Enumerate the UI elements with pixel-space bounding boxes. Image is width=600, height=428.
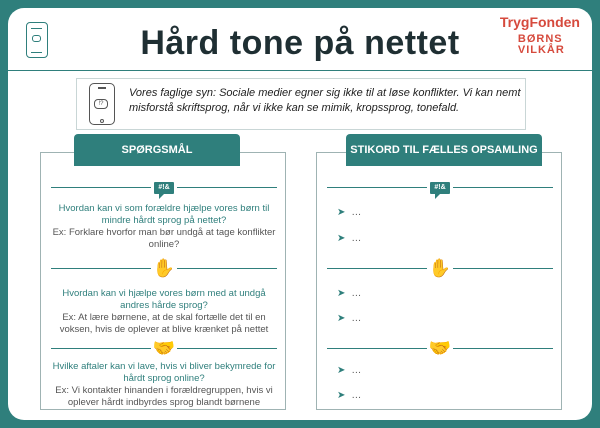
chevron-right-icon: ➤ [337, 233, 346, 244]
angry-speech-icon-box [152, 176, 176, 198]
question-text: Hvordan kan vi hjælpe vores børn med at undgå andres hårde sprog? [62, 288, 266, 311]
section-divider [327, 268, 427, 269]
chevron-right-icon: ➤ [337, 288, 346, 299]
handshake-icon: 🤝 [428, 338, 452, 358]
note-bullet [337, 390, 361, 401]
note-text: … [351, 390, 362, 401]
chevron-right-icon: ➤ [337, 207, 346, 218]
hand-icon-box [428, 257, 452, 279]
section-divider [51, 268, 151, 269]
note-text: … [351, 365, 362, 376]
logo-sub2: VILKÅR [517, 44, 565, 56]
page-title: Hård tone på nettet [140, 24, 460, 62]
section-divider [453, 187, 553, 188]
section-divider [51, 348, 151, 349]
angry-speech-icon: #!& [154, 182, 174, 194]
note-bullet [337, 313, 361, 324]
note-text: … [351, 233, 362, 244]
handshake-icon: 🤝 [152, 338, 176, 358]
question-example: Ex: Vi kontakter hinanden i forældregruppen, hvis vi oplever hårdt indbyrdes sprog blandt børnene [55, 385, 273, 408]
section-divider [453, 348, 553, 349]
handshake-icon-box [428, 337, 452, 359]
logo-brand: TrygFonden [499, 14, 580, 30]
stop-hand-icon: ✋ [428, 258, 452, 278]
intro-box [76, 78, 526, 130]
questions-column [40, 152, 286, 410]
question-block-2 [51, 288, 277, 336]
question-example: Ex: Forklare hvorfor man bør undgå at tage konflikter online? [52, 227, 276, 250]
section-divider [177, 187, 277, 188]
section-divider [177, 268, 277, 269]
questions-header: SPØRGSMÅL [74, 134, 240, 166]
title-divider [8, 70, 592, 71]
note-text: … [351, 207, 362, 218]
notes-header: STIKORD TIL FÆLLES OPSAMLING [346, 134, 542, 166]
chevron-right-icon: ➤ [337, 313, 346, 324]
chevron-right-icon: ➤ [337, 365, 346, 376]
question-block-1 [51, 203, 277, 251]
question-example: Ex: At lære børnene, at de skal fortælle det til en voksen, hvis de oplever at blive krænket på nettet [59, 312, 269, 335]
phone-home-button [100, 119, 104, 123]
question-block-3 [51, 361, 277, 409]
stop-hand-icon: ✋ [152, 258, 176, 278]
worksheet-card [8, 8, 592, 420]
note-bullet [337, 207, 361, 218]
trygfonden-logo [500, 14, 580, 56]
notes-column [316, 152, 562, 410]
section-divider [327, 187, 427, 188]
question-text: Hvordan kan vi som forældre hjælpe vores børn til mindre hårdt sprog på nettet? [58, 203, 270, 226]
angry-speech-icon: #!& [430, 182, 450, 194]
section-divider [327, 348, 427, 349]
section-divider [453, 268, 553, 269]
section-divider [177, 348, 277, 349]
smartphone-icon [89, 83, 115, 125]
note-bullet [337, 365, 361, 376]
question-text: Hvilke aftaler kan vi lave, hvis vi bliver bekymrede for hårdt sprog online? [52, 361, 276, 384]
handshake-icon-box [152, 337, 176, 359]
note-bullet [337, 233, 361, 244]
hand-icon-box [152, 257, 176, 279]
section-divider [51, 187, 151, 188]
chevron-right-icon: ➤ [337, 390, 346, 401]
note-text: … [351, 288, 362, 299]
intro-text: Vores faglige syn: Sociale medier egner sig ikke til at løse konflikter. Vi kan nemt misforstå skriftsprog, når vi ikke kan se mimik, kropssprog, tonefald. [129, 87, 521, 114]
note-text: … [351, 313, 362, 324]
angry-speech-icon-box [428, 176, 452, 198]
note-bullet [337, 288, 361, 299]
logo-sub1: BØRNS [517, 33, 563, 45]
phone-speaker [98, 87, 106, 89]
speech-bubble-icon: !? [94, 99, 108, 109]
